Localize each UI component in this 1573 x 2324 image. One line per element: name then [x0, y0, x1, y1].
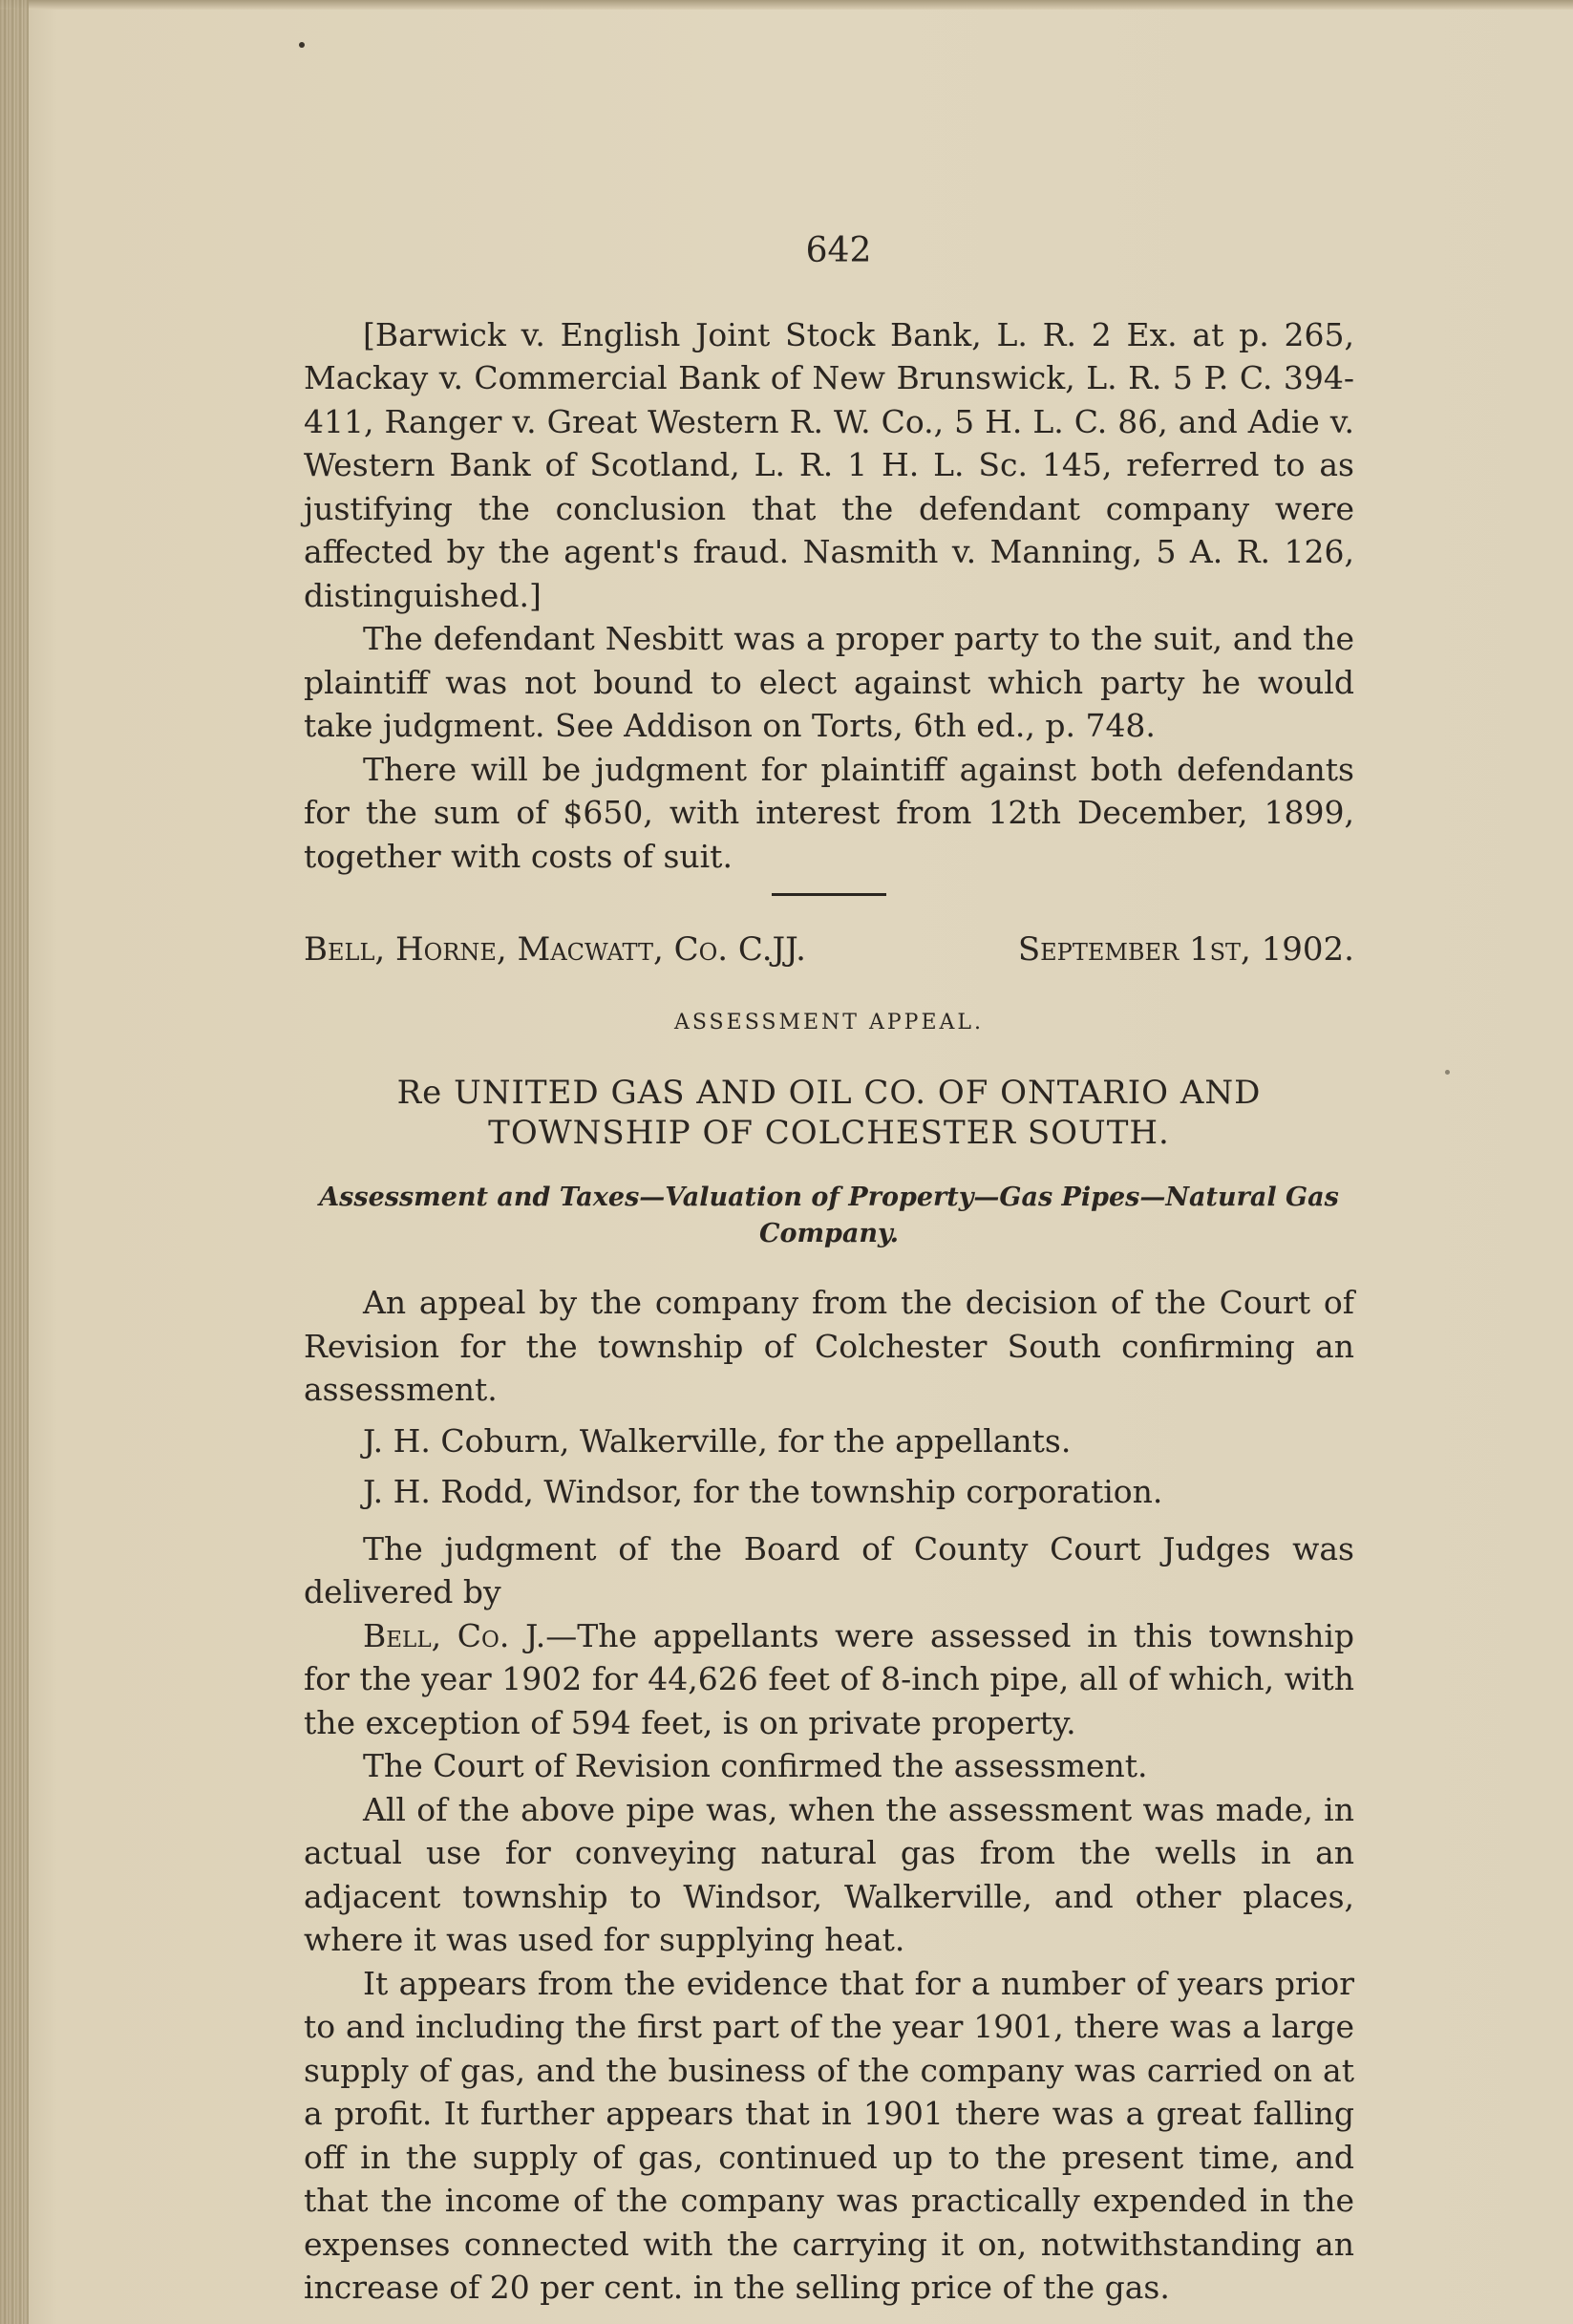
judgment-text: —The appellants were assessed in this township for the year 1902 for 44,626 feet of 8-inch pipe, all of which, with the exception of 594 feet, is on private property. — [304, 1616, 1355, 1741]
page-number: 642 — [805, 231, 872, 270]
body-paragraph: The Court of Revision confirmed the assessment. — [363, 1747, 1148, 1784]
body-paragraph: The defendant Nesbitt was a proper party to the suit, and the plaintiff was not bound to elect against which party he would take judgment. See Addison on Torts, 6th ed., p. 748. — [304, 620, 1354, 744]
page-top-edge — [0, 0, 1573, 10]
book-binding-edge — [0, 0, 29, 2324]
judge-name: Bell, Co. J. — [363, 1616, 546, 1654]
citation-paragraph: [Barwick v. English Joint Stock Bank, L. R. 2 Ex. at p. 265, Mackay v. Commercial Bank of New Brunswick, L. R. 5 P. C. 394-411, Ranger v. Great Western R. W. Co., 5 H. L. C. 86, and Adie v. Western Bank of Scotland, L. R. 1 H. L. Sc. 145, referred to as justifying the conclusion that the defendant company were affected by the agent's fraud. Nasmith v. Manning, 5 A. R. 126, distinguished.] — [304, 315, 1354, 614]
section-label: ASSESSMENT APPEAL. — [673, 1010, 984, 1034]
counsel-line: J. H. Rodd, Windsor, for the township corporation. — [363, 1473, 1163, 1510]
headnote: Assessment and Taxes—Valuation of Property—Gas Pipes—Natural Gas Company. — [319, 1183, 1339, 1248]
case-title: Re UNITED GAS AND OIL CO. OF ONTARIO AND TOWNSHIP OF COLCHESTER SOUTH. — [396, 1074, 1262, 1152]
court-line — [304, 928, 1354, 972]
ink-speck — [299, 42, 305, 48]
counsel-line: J. H. Coburn, Walkerville, for the appellants. — [363, 1421, 1072, 1460]
page-content — [304, 229, 1354, 2310]
ink-speck — [1445, 1070, 1450, 1075]
court-judges: Bell, Horne, Macwatt, Co. C.JJ. — [304, 930, 806, 969]
judgment-intro: The judgment of the Board of County Court Judges was delivered by — [304, 1529, 1354, 1610]
court-date: September 1st, 1902. — [1017, 930, 1354, 969]
body-paragraph: There will be judgment for plaintiff against both defendants for the sum of $650, with interest from 12th December, 1899, together with costs of suit. — [304, 750, 1354, 875]
judgment-paragraph — [304, 1614, 1354, 1745]
body-paragraph: It appears from the evidence that for a number of years prior to and including the first part of the year 1901, there was a large supply of gas, and the business of the company was carried on at a profit. It further appears that in 1901 there was a great falling off in the supply of gas, continued up to the present time, and that the income of the company was practically expended in the expenses connected with the carrying it on, notwithstanding an increase of 20 per cent. in the selling price of the gas. — [304, 1964, 1354, 2306]
section-divider — [772, 893, 886, 896]
intro-paragraph: An appeal by the company from the decision of the Court of Revision for the township of Colchester South confirming an assessment. — [304, 1284, 1354, 1408]
body-paragraph: All of the above pipe was, when the assessment was made, in actual use for conveying natural gas from the wells in an adjacent township to Windsor, Walkerville, and other places, where it was used for supplying heat. — [304, 1790, 1354, 1958]
